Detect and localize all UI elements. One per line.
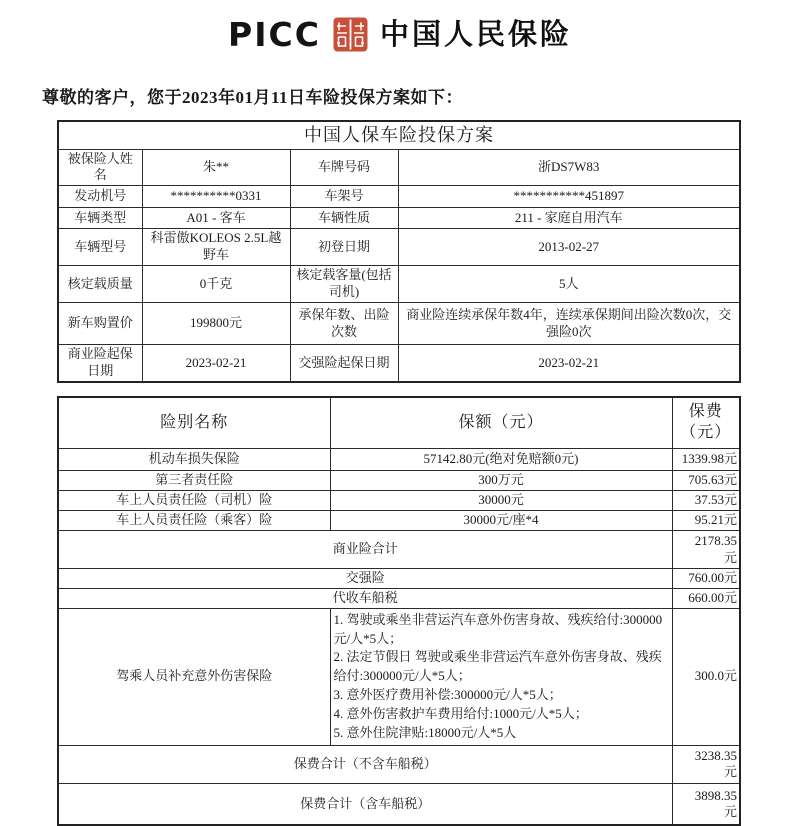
label-insured-years: 承保年数、出险次数: [290, 303, 398, 345]
value-insured-years: 商业险连续承保年数4年，连续承保期间出险次数0次，交强险0次: [398, 303, 740, 345]
brand-name-text: 中国人民保险: [379, 16, 572, 51]
premium-table-header-row: [58, 397, 740, 449]
coverage-amount: 30000元: [330, 491, 672, 511]
table-row: [58, 149, 740, 186]
header-insured-amount: 保额（元）: [330, 397, 672, 449]
table-row: [58, 266, 740, 303]
coverage-name: 车上人员责任险（乘客）险: [58, 511, 330, 531]
table-row: [58, 511, 740, 531]
picc-logo-text: PICC: [228, 14, 321, 54]
coverage-amount: 57142.80元(绝对免赔额0元): [330, 449, 672, 471]
total-without-tax-fee: 3238.35元: [672, 745, 740, 783]
table-row: [58, 449, 740, 471]
label-insured-name: 被保险人姓名: [58, 149, 142, 186]
table-row: [58, 491, 740, 511]
info-table-title: 中国人保车险投保方案: [58, 121, 740, 149]
coverage-amount: 30000元/座*4: [330, 511, 672, 531]
table-row: [58, 303, 740, 345]
vehicle-info-table: [57, 120, 741, 383]
table-row: [58, 229, 740, 266]
label-load-capacity: 核定载质量: [58, 266, 142, 303]
accident-detail-line: 4. 意外伤害救护车费用给付:1000元/人*5人；: [333, 706, 588, 722]
accident-insurance-details: [330, 608, 672, 745]
label-engine-no: 发动机号: [58, 186, 142, 208]
label-compulsory-start-date: 交强险起保日期: [290, 345, 398, 382]
value-vehicle-type: A01 - 客车: [142, 208, 290, 229]
header-logo: [0, 0, 800, 55]
table-row: [58, 208, 740, 229]
compulsory-label: 交强险: [58, 569, 672, 589]
total-with-tax-label: 保费合计（含车船税）: [58, 783, 672, 825]
value-first-registration: 2013-02-27: [398, 229, 740, 266]
accident-detail-line: 3. 意外医疗费用补偿:300000元/人*5人；: [333, 687, 562, 703]
greeting-line: 尊敬的客户，您于2023年01月11日车险投保方案如下：: [42, 88, 464, 107]
coverage-name: 车上人员责任险（司机）险: [58, 491, 330, 511]
value-engine-no: **********0331: [142, 186, 290, 208]
vehicle-tax-row: [58, 588, 740, 608]
accident-detail-line: 1. 驾驶或乘坐非营运汽车意外伤害身故、残疾给付:300000元/人*5人；: [333, 611, 663, 646]
commercial-subtotal-label: 商业险合计: [58, 531, 672, 569]
label-vehicle-usage: 车辆性质: [290, 208, 398, 229]
table-row: [58, 471, 740, 491]
label-vin: 车架号: [290, 186, 398, 208]
table-row: [58, 186, 740, 208]
label-new-car-price: 新车购置价: [58, 303, 142, 345]
value-vehicle-model: 科雷傲KOLEOS 2.5L越野车: [142, 229, 290, 266]
label-vehicle-model: 车辆型号: [58, 229, 142, 266]
label-first-registration: 初登日期: [290, 229, 398, 266]
coverage-fee: 1339.98元: [672, 449, 740, 471]
value-commercial-start-date: 2023-02-21: [142, 345, 290, 382]
commercial-subtotal-row: [58, 531, 740, 569]
premium-table: [57, 396, 741, 826]
accident-insurance-row: [58, 608, 740, 745]
label-seating-capacity: 核定载客量(包括司机): [290, 266, 398, 303]
value-new-car-price: 199800元: [142, 303, 290, 345]
vehicle-tax-label: 代收车船税: [58, 588, 672, 608]
label-commercial-start-date: 商业险起保日期: [58, 345, 142, 382]
value-vehicle-usage: 211 - 家庭自用汽车: [398, 208, 740, 229]
value-load-capacity: 0千克: [142, 266, 290, 303]
label-vehicle-type: 车辆类型: [58, 208, 142, 229]
info-table-title-row: [58, 121, 740, 149]
picc-seal-icon: [333, 17, 368, 52]
label-plate-number: 车牌号码: [290, 149, 398, 186]
coverage-name: 第三者责任险: [58, 471, 330, 491]
accident-insurance-fee: 300.0元: [672, 608, 740, 745]
coverage-name: 机动车损失保险: [58, 449, 330, 471]
header-premium: 保费（元）: [672, 397, 740, 449]
total-with-tax-row: [58, 783, 740, 825]
accident-insurance-name: 驾乘人员补充意外伤害保险: [58, 608, 330, 745]
header-coverage-name: 险别名称: [58, 397, 330, 449]
total-with-tax-fee: 3898.35元: [672, 783, 740, 825]
value-plate-number: 浙DS7W83: [398, 149, 740, 186]
coverage-amount: 300万元: [330, 471, 672, 491]
total-without-tax-row: [58, 745, 740, 783]
value-insured-name: 朱**: [142, 149, 290, 186]
total-without-tax-label: 保费合计（不含车船税）: [58, 745, 672, 783]
vehicle-tax-fee: 660.00元: [672, 588, 740, 608]
commercial-subtotal-fee: 2178.35元: [672, 531, 740, 569]
table-row: [58, 345, 740, 382]
accident-detail-line: 2. 法定节假日 驾驶或乘坐非营运汽车意外伤害身故、残疾给付:300000元/人*5人；: [333, 649, 662, 684]
value-vin: ***********451897: [398, 186, 740, 208]
coverage-fee: 705.63元: [672, 471, 740, 491]
compulsory-fee: 760.00元: [672, 569, 740, 589]
compulsory-row: [58, 569, 740, 589]
coverage-fee: 37.53元: [672, 491, 740, 511]
accident-detail-line: 5. 意外住院津贴:18000元/人*5人: [333, 724, 517, 740]
value-compulsory-start-date: 2023-02-21: [398, 345, 740, 382]
value-seating-capacity: 5人: [398, 266, 740, 303]
coverage-fee: 95.21元: [672, 511, 740, 531]
